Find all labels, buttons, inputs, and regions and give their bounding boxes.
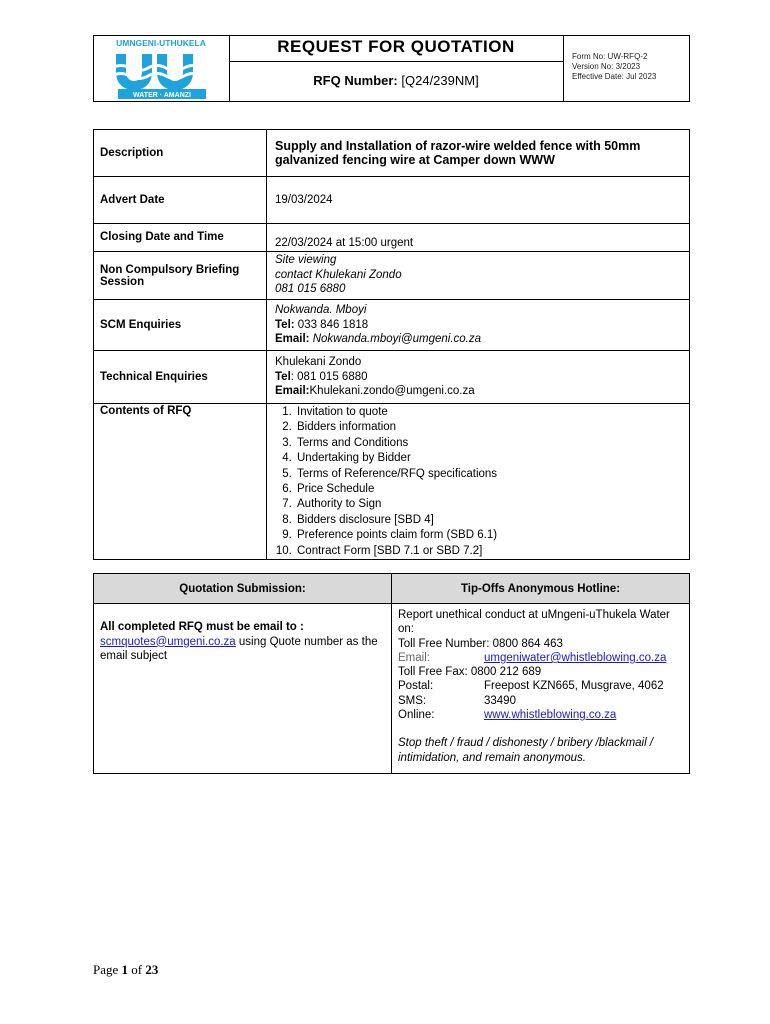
row-contents xyxy=(94,404,690,560)
hotline-email-row xyxy=(398,651,685,665)
page-total: 23 xyxy=(145,962,159,977)
row-description xyxy=(94,130,690,177)
hotline-online-link[interactable]: www.whistleblowing.co.za xyxy=(484,709,617,722)
submission-email-link[interactable]: scmquotes@umgeni.co.za xyxy=(100,635,236,648)
contents-item: 4. Undertaking by Bidder xyxy=(295,451,689,466)
hotline-online-row: Online: www.whistleblowing.co.za xyxy=(398,709,617,722)
version-number: Version No: 3/2023 xyxy=(572,62,641,71)
contents-item: 9. Preference points claim form (SBD 6.1) xyxy=(295,528,689,543)
technical-tel: Tel: 081 015 6880 xyxy=(275,370,368,383)
scm-label: SCM Enquiries xyxy=(94,300,267,351)
closing-label: Closing Date and Time xyxy=(94,224,267,252)
contents-item: 6. Price Schedule xyxy=(295,482,689,497)
scm-tel: Tel: 033 846 1818 xyxy=(275,318,369,331)
rfq-number xyxy=(229,62,563,100)
hotline-email-link[interactable]: umgeniwater@whistleblowing.co.za xyxy=(484,651,667,664)
briefing-label: Non Compulsory Briefing Session xyxy=(94,252,267,300)
form-number: Form No: UW-RFQ-2 xyxy=(572,52,648,61)
page-number: 1 xyxy=(121,962,129,977)
closing-value: 22/03/2024 at 15:00 urgent xyxy=(267,224,690,252)
document-title: REQUEST FOR QUOTATION xyxy=(229,36,563,62)
contents-item: 10. Contract Form [SBD 7.1 or SBD 7.2] xyxy=(295,544,689,559)
scm-value xyxy=(267,300,690,351)
form-meta xyxy=(572,52,656,82)
contents-item: 7. Authority to Sign xyxy=(295,497,689,512)
hotline-fax: Toll Free Fax: 0800 212 689 xyxy=(398,666,542,679)
row-scm-enquiries xyxy=(94,300,690,351)
briefing-line-3: 081 015 6880 xyxy=(275,283,346,295)
row-advert-date xyxy=(94,177,690,224)
hotline-sms: 33490 xyxy=(484,694,516,707)
briefing-line-1: Site viewing xyxy=(275,254,337,266)
contents-item: 8. Bidders disclosure [SBD 4] xyxy=(295,513,689,528)
hotline-postal-row: Postal: Freepost KZN665, Musgrave, 4062 xyxy=(398,680,664,693)
hotline-toll-free-number: Toll Free Number: 0800 864 463 xyxy=(398,637,563,650)
rfq-number-label: RFQ Number: xyxy=(313,73,398,88)
scm-email: Email: Nokwanda.mboyi@umgeni.co.za xyxy=(275,333,482,345)
hotline-sms-row: SMS: 33490 xyxy=(398,694,516,707)
submission-instruction: All completed RFQ must be email to : xyxy=(100,621,304,633)
submission-header-row xyxy=(94,574,690,604)
effective-date: Effective Date: Jul 2023 xyxy=(572,72,657,81)
page-footer: Page 1 of 23 xyxy=(93,962,159,977)
scm-name: Nokwanda. Mboyi xyxy=(275,304,367,316)
technical-label: Technical Enquiries xyxy=(94,351,267,404)
rfq-number-value: [Q24/239NM] xyxy=(401,73,479,88)
contents-item: 2. Bidders information xyxy=(295,420,689,435)
hotline-slogan: Stop theft / fraud / dishonesty / bribery /blackmail / intimidation, and remain anonymous. xyxy=(398,737,654,764)
submission-body xyxy=(94,604,392,774)
technical-email: Email:Khulekani.zondo@umgeni.co.za xyxy=(275,385,475,397)
logo-org-name: UMNGENI-UTHUKELA xyxy=(116,38,206,48)
row-briefing xyxy=(94,252,690,300)
company-logo xyxy=(94,36,230,101)
description-value: Supply and Installation of razor-wire welded fence with 50mm galvanized fencing wire at Camper down WWW xyxy=(267,130,690,177)
contents-label: Contents of RFQ xyxy=(94,404,267,560)
advert-date-label: Advert Date xyxy=(94,177,267,224)
briefing-line-2: contact Khulekani Zondo xyxy=(275,268,402,281)
contents-item: 1. Invitation to quote xyxy=(295,405,689,420)
hotline-heading: Tip-Offs Anonymous Hotline: xyxy=(392,574,690,604)
advert-date-value: 19/03/2024 xyxy=(267,177,690,224)
logo-tagline: WATER · AMANZI xyxy=(133,92,191,99)
contents-item: 3. Terms and Conditions xyxy=(295,436,689,451)
hotline-postal: Freepost KZN665, Musgrave, 4062 xyxy=(484,680,664,693)
hotline-intro: Report unethical conduct at uMngeni-uThukela Water on: xyxy=(398,609,670,636)
row-technical-enquiries xyxy=(94,351,690,404)
submission-email-note: using Quote number as the email subject xyxy=(100,635,378,662)
submission-body-row xyxy=(94,604,690,774)
submission-table xyxy=(93,573,690,774)
contents-list xyxy=(275,405,689,559)
technical-value xyxy=(267,351,690,404)
row-closing-date xyxy=(94,224,690,252)
submission-heading: Quotation Submission: xyxy=(94,574,392,604)
technical-name: Khulekani Zondo xyxy=(275,356,362,368)
description-label: Description xyxy=(94,130,267,177)
briefing-value xyxy=(267,252,690,300)
hotline-email-label: Email: xyxy=(398,651,430,664)
contents-item: 5. Terms of Reference/RFQ specifications xyxy=(295,467,689,482)
document-header xyxy=(93,35,690,102)
contents-value xyxy=(267,404,690,560)
rfq-details-table xyxy=(93,129,690,560)
hotline-body xyxy=(392,604,690,774)
